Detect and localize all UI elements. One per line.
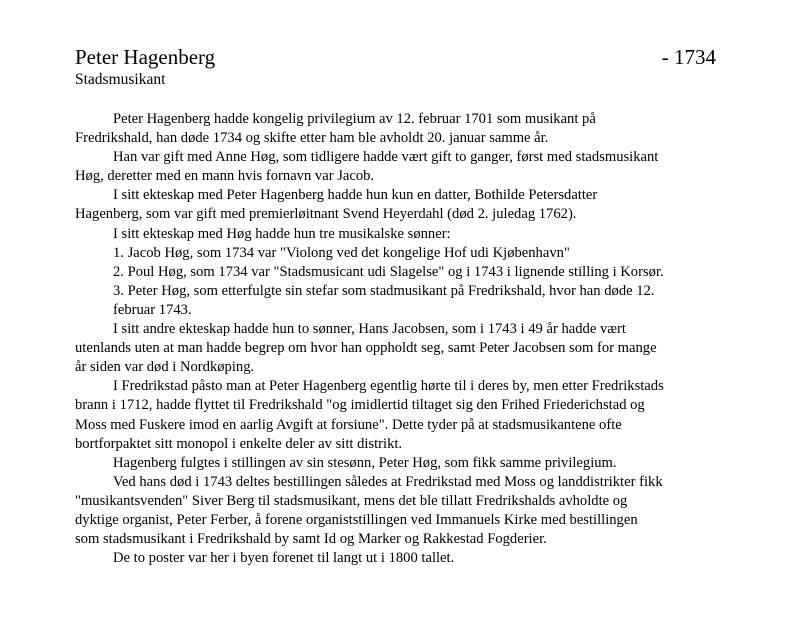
text-line: Fredrikshald, han døde 1734 og skifte etter ham ble avholdt 20. januar samme år. bbox=[75, 130, 549, 147]
document-page bbox=[75, 44, 720, 568]
document-header bbox=[75, 44, 720, 70]
text-line: I Fredrikstad påsto man at Peter Hagenberg egentlig hørte til i deres by, men etter Fredrikstads bbox=[113, 378, 664, 395]
text-line: Hagenberg fulgtes i stillingen av sin stesønn, Peter Høg, som fikk samme privilegium. bbox=[113, 454, 617, 471]
occupation-subtitle: Stadsmusikant bbox=[75, 71, 166, 88]
text-line: De to poster var her i byen forenet til langt ut i 1800 tallet. bbox=[113, 550, 455, 567]
text-line: år siden var død i Nordkøping. bbox=[75, 359, 255, 376]
text-line: Peter Hagenberg hadde kongelig privilegium av 12. februar 1701 som musikant på bbox=[113, 111, 596, 127]
text-line: som stadsmusikant i Fredrikshald by samt Id og Marker og Rakkestad Fogderier. bbox=[75, 531, 547, 548]
year-of-death: - 1734 bbox=[661, 45, 716, 69]
text-line: Han var gift med Anne Høg, som tidligere hadde vært gift to ganger, først med stadsmusikant bbox=[113, 149, 659, 166]
text-line: bortforpaktet sitt monopol i enkelte deler av sitt distrikt. bbox=[75, 435, 403, 452]
document-body bbox=[75, 110, 720, 568]
text-line: I sitt ekteskap med Høg hadde hun tre musikalske sønner: bbox=[113, 225, 451, 242]
text-line: utenlands uten at man hadde begrep om hvor han oppholdt seg, samt Peter Jacobsen som for mange bbox=[75, 340, 657, 357]
text-line: 3. Peter Høg, som etterfulgte sin stefar som stadmusikant på Fredrikshald, hvor han døde 12. bbox=[113, 282, 655, 299]
text-line: brann i 1712, hadde flyttet til Fredrikshald "og imidlertid tiltaget sig den Frihed Friederichstad og bbox=[75, 397, 645, 414]
text-line: I sitt andre ekteskap hadde hun to sønner, Hans Jacobsen, som i 1743 i 49 år hadde vært bbox=[113, 321, 626, 338]
person-name-heading: Peter Hagenberg bbox=[75, 45, 216, 69]
text-line: Hagenberg, som var gift med premierløitnant Svend Heyerdahl (død 2. juledag 1762). bbox=[75, 206, 577, 223]
text-line: 1. Jacob Høg, som 1734 var "Violong ved det kongelige Hof udi Kjøbenhavn" bbox=[113, 244, 570, 261]
text-line: Høg, deretter med en mann hvis fornavn var Jacob. bbox=[75, 168, 375, 185]
text-line: "musikantsvenden" Siver Berg til stadsmusikant, mens det ble tillatt Fredrikshalds avholdte og bbox=[75, 492, 628, 509]
text-line: februar 1743. bbox=[113, 301, 192, 318]
text-line: I sitt ekteskap med Peter Hagenberg hadde hun kun en datter, Bothilde Petersdatter bbox=[113, 187, 598, 204]
text-line: Moss med Fuskere imod en aarlig Avgift at forsiune". Dette tyder på at stadsmusikantene ofte bbox=[75, 416, 622, 433]
text-line: Ved hans død i 1743 deltes bestillingen således at Fredrikstad med Moss og landdistrikter fikk bbox=[113, 473, 663, 490]
text-line: 2. Poul Høg, som 1734 var "Stadsmusicant udi Slagelse" og i 1743 i lignende stilling i Korsør. bbox=[113, 263, 664, 280]
text-line: dyktige organist, Peter Ferber, å forene organiststillingen ved Immanuels Kirke med bestillingen bbox=[75, 511, 638, 528]
